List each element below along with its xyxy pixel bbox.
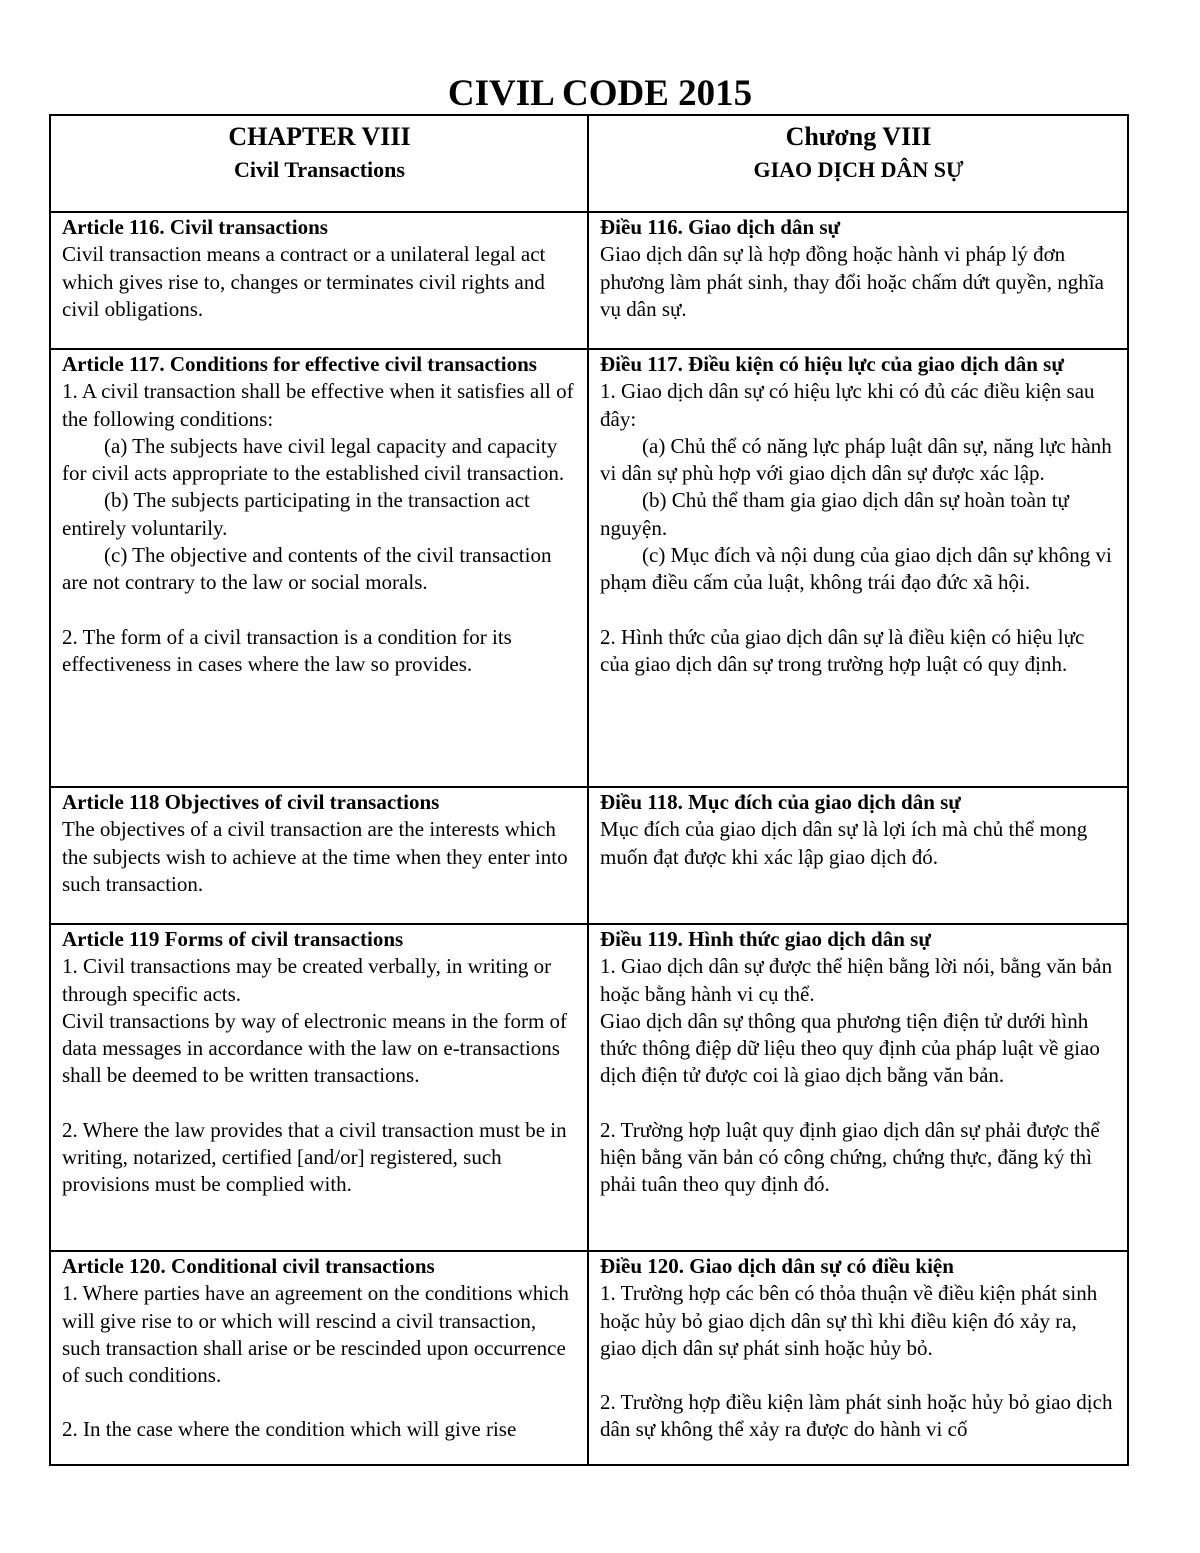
article-cell-en bbox=[51, 788, 589, 923]
document-title: CIVIL CODE 2015 bbox=[447, 73, 753, 114]
article-title-vi: Điều 118. Mục đích của giao dịch dân sự bbox=[600, 790, 961, 814]
point-b-en: (b) The subjects participating in the transaction act entirely voluntarily. bbox=[62, 488, 530, 540]
article-cell-vi bbox=[589, 1252, 1127, 1464]
article-title-en: Article 116. Civil transactions bbox=[62, 215, 328, 239]
clause-2-vi: 2. Trường hợp điều kiện làm phát sinh hoặc hủy bỏ giao dịch dân sự không thể xảy ra được do hành vi cố bbox=[600, 1390, 1113, 1442]
bilingual-table bbox=[49, 114, 1129, 1466]
clause-1-vi: 1. Trường hợp các bên có thỏa thuận về điều kiện phát sinh hoặc hủy bỏ giao dịch dân sự thì khi điều kiện đó xảy ra, giao dịch dân sự phát sinh hoặc hủy bỏ. bbox=[600, 1281, 1098, 1360]
spacer bbox=[62, 1090, 577, 1117]
clause-1-electronic-en: Civil transactions by way of electronic means in the form of data messages in accordance with the law on e-transactions shall be deemed to be written transactions. bbox=[62, 1008, 568, 1088]
clause-2-en: 2. The form of a civil transaction is a condition for its effectiveness in cases where the law so provides. bbox=[62, 624, 512, 676]
table-header-row bbox=[51, 116, 1127, 211]
article-cell-vi bbox=[589, 350, 1127, 786]
clause-1-en: 1. A civil transaction shall be effective when it satisfies all of the following conditions: bbox=[62, 379, 574, 431]
chapter-label-vi: Chương VIII bbox=[785, 122, 932, 151]
article-cell-en bbox=[51, 213, 589, 348]
table-row-article-119 bbox=[51, 923, 1127, 1250]
article-title-vi: Điều 117. Điều kiện có hiệu lực của giao dịch dân sự bbox=[600, 352, 1064, 376]
article-title-en: Article 120. Conditional civil transactions bbox=[62, 1254, 435, 1278]
clause-2-en: 2. Where the law provides that a civil transaction must be in writing, notarized, certified [and/or] registered, such provisions must be complied with. bbox=[62, 1117, 567, 1197]
article-text-en: Civil transaction means a contract or a unilateral legal act which gives rise to, changes or terminates civil rights and civil obligations. bbox=[62, 242, 546, 321]
article-cell-vi bbox=[589, 925, 1127, 1250]
point-a-en: (a) The subjects have civil legal capacity and capacity for civil acts appropriate to the established civil transaction. bbox=[62, 433, 565, 486]
article-cell-en bbox=[51, 350, 589, 786]
article-title-vi: Điều 116. Giao dịch dân sự bbox=[600, 215, 841, 239]
spacer bbox=[62, 1389, 577, 1416]
article-cell-en bbox=[51, 925, 589, 1250]
chapter-label-en: CHAPTER VIII bbox=[228, 122, 411, 151]
article-text-en: The objectives of a civil transaction are the interests which the subjects wish to achieve at the time when they enter into such transaction. bbox=[62, 817, 568, 896]
article-title-en: Article 118 Objectives of civil transactions bbox=[62, 790, 440, 814]
clause-2-en: 2. In the case where the condition which will give rise bbox=[62, 1417, 517, 1442]
header-cell-vietnamese bbox=[589, 116, 1127, 211]
clause-1-en: 1. Where parties have an agreement on the conditions which will give rise to or which will rescind a civil transaction, such transaction shall arise or be rescinded upon occurrence of such conditions. bbox=[62, 1281, 569, 1388]
clause-2-vi: 2. Trường hợp luật quy định giao dịch dân sự phải được thể hiện bằng văn bản có công chứng, chứng thực, đăng ký thì phải tuân theo quy định đó. bbox=[600, 1117, 1100, 1197]
table-row-article-116 bbox=[51, 211, 1127, 348]
point-b-vi: (b) Chủ thể tham gia giao dịch dân sự hoàn toàn tự nguyện. bbox=[600, 488, 1069, 540]
spacer bbox=[62, 597, 577, 624]
spacer bbox=[600, 597, 1117, 624]
article-cell-en bbox=[51, 1252, 589, 1464]
spacer bbox=[600, 1090, 1117, 1117]
article-title-en: Article 119 Forms of civil transactions bbox=[62, 927, 404, 951]
point-a-vi: (a) Chủ thể có năng lực pháp luật dân sự, năng lực hành vi dân sự phù hợp với giao dịch dân sự được xác lập. bbox=[600, 433, 1112, 486]
spacer bbox=[600, 1362, 1117, 1389]
chapter-name-vi: GIAO DỊCH DÂN SỰ bbox=[753, 157, 964, 182]
clause-1-vi: 1. Giao dịch dân sự được thể hiện bằng lời nói, bằng văn bản hoặc bằng hành vi cụ thể. bbox=[600, 954, 1113, 1006]
article-title-en: Article 117. Conditions for effective civil transactions bbox=[62, 352, 537, 376]
article-text-vi: Giao dịch dân sự là hợp đồng hoặc hành vi pháp lý đơn phương làm phát sinh, thay đổi hoặc chấm dứt quyền, nghĩa vụ dân sự. bbox=[600, 242, 1104, 321]
header-cell-english bbox=[51, 116, 589, 211]
table-row-article-118 bbox=[51, 786, 1127, 923]
table-row-article-117 bbox=[51, 348, 1127, 786]
article-cell-vi bbox=[589, 213, 1127, 348]
article-text-vi: Mục đích của giao dịch dân sự là lợi ích mà chủ thể mong muốn đạt được khi xác lập giao dịch đó. bbox=[600, 817, 1088, 869]
chapter-name-en: Civil Transactions bbox=[234, 157, 405, 182]
clause-1-electronic-vi: Giao dịch dân sự thông qua phương tiện điện tử dưới hình thức thông điệp dữ liệu theo quy định của pháp luật về giao dịch điện tử được coi là giao dịch bằng văn bản. bbox=[600, 1008, 1100, 1088]
point-c-en: (c) The objective and contents of the civil transaction are not contrary to the law or social morals. bbox=[62, 543, 552, 595]
clause-1-vi: 1. Giao dịch dân sự có hiệu lực khi có đủ các điều kiện sau đây: bbox=[600, 379, 1095, 431]
article-title-vi: Điều 119. Hình thức giao dịch dân sự bbox=[600, 927, 931, 951]
article-title-vi: Điều 120. Giao dịch dân sự có điều kiện bbox=[600, 1254, 954, 1278]
table-row-article-120 bbox=[51, 1250, 1127, 1464]
article-cell-vi bbox=[589, 788, 1127, 923]
clause-1-en: 1. Civil transactions may be created verbally, in writing or through specific acts. bbox=[62, 954, 552, 1006]
point-c-vi: (c) Mục đích và nội dung của giao dịch dân sự không vi phạm điều cấm của luật, không trái đạo đức xã hội. bbox=[600, 543, 1112, 595]
clause-2-vi: 2. Hình thức của giao dịch dân sự là điều kiện có hiệu lực của giao dịch dân sự trong trường hợp luật có quy định. bbox=[600, 624, 1085, 676]
